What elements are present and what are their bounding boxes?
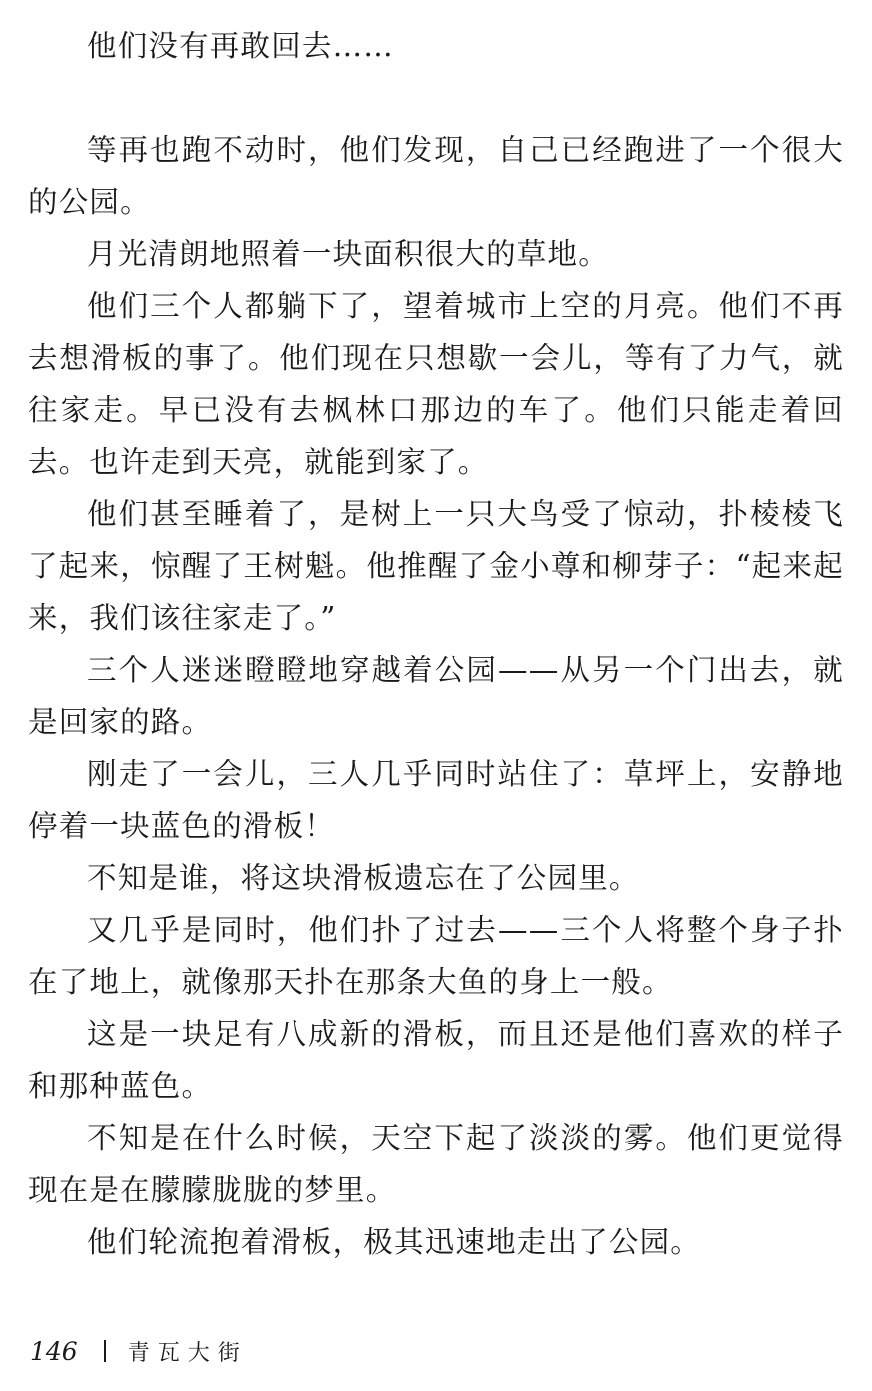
body-text: [28, 20, 844, 1268]
paragraph: 这是一块足有八成新的滑板，而且还是他们喜欢的样子和那种蓝色。: [28, 1017, 844, 1103]
paragraph: 月光清朗地照着一块面积很大的草地。: [87, 237, 609, 271]
paragraph: 等再也跑不动时，他们发现，自己已经跑进了一个很大的公园。: [28, 133, 844, 219]
paragraph: 不知是在什么时候，天空下起了淡淡的雾。他们更觉得现在是在朦朦胧胧的梦里。: [28, 1121, 844, 1207]
paragraph: 刚走了一会儿，三人几乎同时站住了：草坪上，安静地停着一块蓝色的滑板！: [28, 757, 844, 843]
paragraph: 三个人迷迷瞪瞪地穿越着公园——从另一个门出去，就是回家的路。: [28, 653, 844, 739]
page-footer: [30, 1333, 248, 1369]
paragraph: 他们轮流抱着滑板，极其迅速地走出了公园。: [87, 1225, 702, 1259]
paragraph: 不知是谁，将这块滑板遗忘在了公园里。: [87, 861, 640, 895]
paragraph: 他们甚至睡着了，是树上一只大鸟受了惊动，扑棱棱飞了起来，惊醒了王树魁。他推醒了金小尊和柳芽子：“起来起来，我们该往家走了。”: [28, 497, 844, 635]
paragraph: 又几乎是同时，他们扑了过去——三个人将整个身子扑在了地上，就像那天扑在那条大鱼的身上一般。: [28, 913, 844, 999]
paragraph: 他们三个人都躺下了，望着城市上空的月亮。他们不再去想滑板的事了。他们现在只想歇一会儿，等有了力气，就往家走。早已没有去枫林口那边的车了。他们只能走着回去。也许走到天亮，就能到家了。: [28, 289, 844, 479]
section-break: [28, 72, 844, 124]
running-title: 青瓦大街: [127, 1340, 248, 1366]
footer-divider: [104, 1340, 106, 1362]
paragraph: 他们没有再敢回去……: [87, 29, 395, 63]
page-number: 146: [30, 1336, 78, 1366]
